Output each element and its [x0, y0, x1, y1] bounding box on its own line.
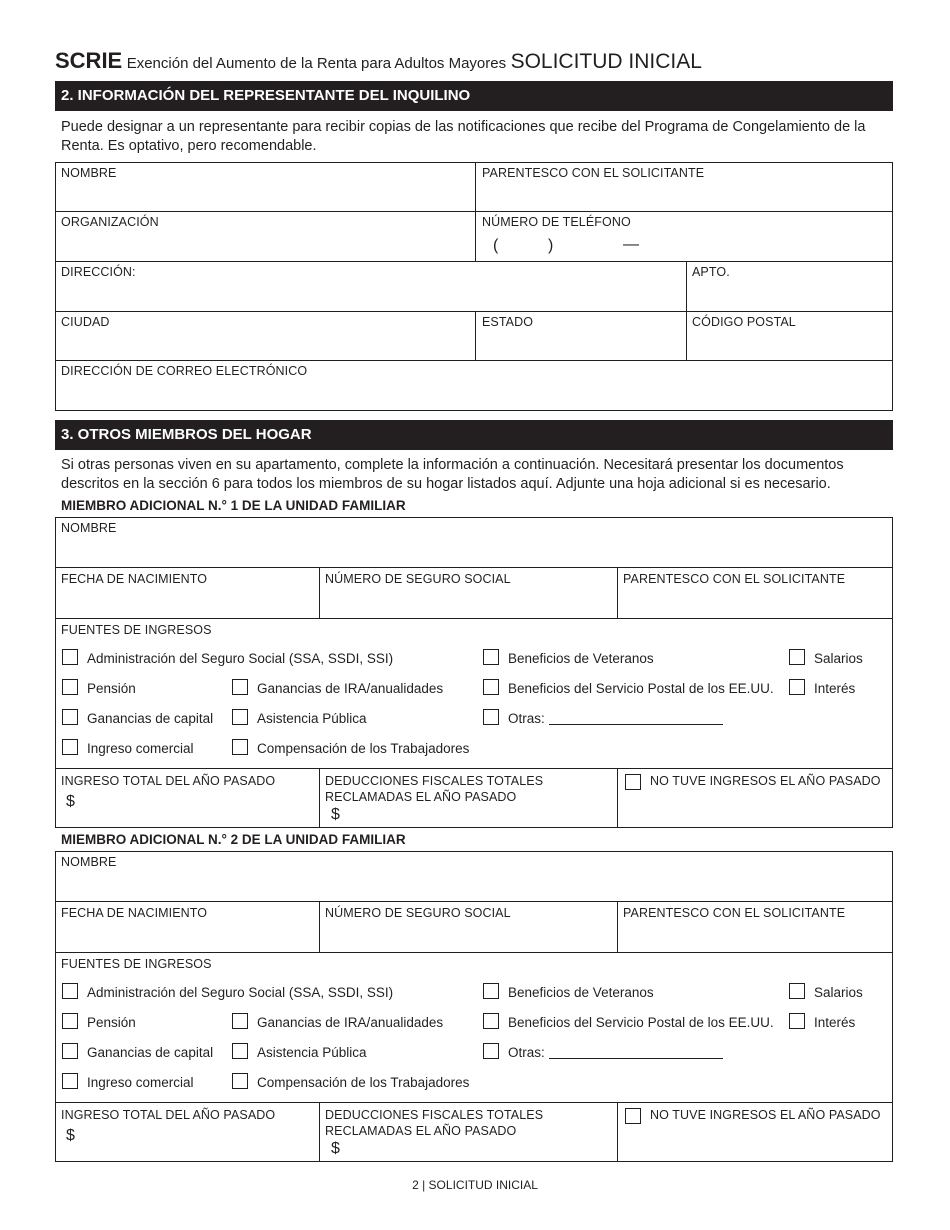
member-2-ssa-checkbox[interactable] — [62, 983, 78, 999]
section-2-intro: Puede designar a un representante para recibir copias de las notificaciones que recibe del Programa de Congelamiento de la Renta. Es optativo, pero recomendable. — [61, 119, 866, 154]
rep-apt-field[interactable]: APTO. — [692, 265, 730, 279]
member-2-ira-label: Ganancias de IRA/anualidades — [257, 1015, 444, 1030]
phone-close-paren: ) — [548, 237, 554, 254]
member-2-deductions-field[interactable]: DEDUCCIONES FISCALES TOTALES — [325, 1108, 544, 1122]
member-1-deductions-currency: $ — [331, 806, 340, 823]
member-1-postal-label: Beneficios del Servicio Postal de los EE.UU. — [508, 681, 774, 696]
rep-address-field[interactable]: DIRECCIÓN: — [61, 265, 136, 279]
member-2-other-checkbox[interactable] — [483, 1043, 499, 1059]
member-2-capital-label: Ganancias de capital — [87, 1045, 214, 1060]
member-1-total-income-field[interactable]: INGRESO TOTAL DEL AÑO PASADO — [61, 774, 276, 788]
member-1-workers-comp-label: Compensación de los Trabajadores — [257, 741, 470, 756]
member-1-wages-label: Salarios — [814, 651, 863, 666]
member-2-capital-checkbox[interactable] — [62, 1043, 78, 1059]
member-1-capital-label: Ganancias de capital — [87, 711, 214, 726]
member-2-business-checkbox[interactable] — [62, 1073, 78, 1089]
member-1-ira-label: Ganancias de IRA/anualidades — [257, 681, 444, 696]
member-2-birthdate-field[interactable]: FECHA DE NACIMIENTO — [61, 906, 208, 920]
member-2-deductions-currency: $ — [331, 1140, 340, 1157]
member-1-no-income-checkbox[interactable] — [625, 774, 641, 790]
member-2-wages-label: Salarios — [814, 985, 863, 1000]
page-footer: 2 | SOLICITUD INICIAL — [412, 1178, 538, 1192]
member-1-other-label: Otras: — [508, 711, 545, 726]
member-2-total-income-currency: $ — [66, 1127, 75, 1144]
member-2-business-label: Ingreso comercial — [87, 1075, 194, 1090]
member-1-veterans-label: Beneficios de Veteranos — [508, 651, 654, 666]
member-2-other-input[interactable] — [549, 1058, 723, 1059]
member-2-postal-checkbox[interactable] — [483, 1013, 499, 1029]
member-2-title: MIEMBRO ADICIONAL N.° 2 DE LA UNIDAD FAMILIAR — [61, 832, 406, 847]
member-2-interest-checkbox[interactable] — [789, 1013, 805, 1029]
member-1-deductions-field[interactable]: DEDUCCIONES FISCALES TOTALES — [325, 774, 544, 788]
member-1-business-label: Ingreso comercial — [87, 741, 194, 756]
rep-name-field[interactable]: NOMBRE — [61, 166, 117, 180]
section-3-header: 3. OTROS MIEMBROS DEL HOGAR — [55, 420, 893, 450]
member-1-public-assistance-checkbox[interactable] — [232, 709, 248, 725]
member-2-total-income-field[interactable]: INGRESO TOTAL DEL AÑO PASADO — [61, 1108, 276, 1122]
rep-phone-field[interactable]: NÚMERO DE TELÉFONO — [482, 215, 631, 229]
member-1-business-checkbox[interactable] — [62, 739, 78, 755]
member-1-name-field[interactable]: NOMBRE — [61, 521, 117, 535]
member-2-deductions-field-line2: RECLAMADAS EL AÑO PASADO — [325, 1124, 517, 1138]
member-2-ira-checkbox[interactable] — [232, 1013, 248, 1029]
member-1-ssn-field[interactable]: NÚMERO DE SEGURO SOCIAL — [325, 572, 511, 586]
member-1-ssa-label: Administración del Seguro Social (SSA, SSDI, SSI) — [87, 651, 394, 666]
member-2-veterans-label: Beneficios de Veteranos — [508, 985, 654, 1000]
member-2-public-assistance-label: Asistencia Pública — [257, 1045, 367, 1060]
form-code: SCRIE — [55, 48, 123, 73]
member-1-deductions-field-line2: RECLAMADAS EL AÑO PASADO — [325, 790, 517, 804]
section-3-intro: Si otras personas viven en su apartamento, complete la información a continuación. Necesitará presentar los documentos descritos en la sección 6 para todos los miembros de su hogar listados aquí. Adjunte una hoja adicional si es necesario. — [61, 457, 844, 492]
member-2-pension-checkbox[interactable] — [62, 1013, 78, 1029]
phone-dash: — — [623, 236, 639, 253]
member-1-relationship-field[interactable]: PARENTESCO CON EL SOLICITANTE — [623, 572, 846, 586]
member-1-other-checkbox[interactable] — [483, 709, 499, 725]
form-type: SOLICITUD INICIAL — [510, 50, 702, 73]
member-1-income-sources-label: FUENTES DE INGRESOS — [61, 623, 212, 637]
member-1-veterans-checkbox[interactable] — [483, 649, 499, 665]
member-2-no-income-checkbox[interactable] — [625, 1108, 641, 1124]
form-subtitle: Exención del Aumento de la Renta para Adultos Mayores — [126, 55, 507, 72]
member-2-public-assistance-checkbox[interactable] — [232, 1043, 248, 1059]
member-1-ssa-checkbox[interactable] — [62, 649, 78, 665]
member-2-workers-comp-label: Compensación de los Trabajadores — [257, 1075, 470, 1090]
member-2-veterans-checkbox[interactable] — [483, 983, 499, 999]
member-1-wages-checkbox[interactable] — [789, 649, 805, 665]
rep-email-field[interactable]: DIRECCIÓN DE CORREO ELECTRÓNICO — [61, 364, 308, 378]
member-2-interest-label: Interés — [814, 1015, 856, 1030]
member-1-capital-checkbox[interactable] — [62, 709, 78, 725]
member-1-pension-label: Pensión — [87, 681, 136, 696]
member-1-no-income-label: NO TUVE INGRESOS EL AÑO PASADO — [650, 774, 881, 788]
member-1-postal-checkbox[interactable] — [483, 679, 499, 695]
page-title — [55, 48, 702, 74]
section-2-header: 2. INFORMACIÓN DEL REPRESENTANTE DEL INQUILINO — [55, 81, 893, 111]
member-2-ssn-field[interactable]: NÚMERO DE SEGURO SOCIAL — [325, 906, 511, 920]
rep-city-field[interactable]: CIUDAD — [61, 315, 110, 329]
member-2-income-sources-label: FUENTES DE INGRESOS — [61, 957, 212, 971]
member-1-workers-comp-checkbox[interactable] — [232, 739, 248, 755]
member-1-pension-checkbox[interactable] — [62, 679, 78, 695]
rep-organization-field[interactable]: ORGANIZACIÓN — [61, 215, 159, 229]
member-1-title: MIEMBRO ADICIONAL N.° 1 DE LA UNIDAD FAMILIAR — [61, 498, 406, 513]
rep-relationship-field[interactable]: PARENTESCO CON EL SOLICITANTE — [482, 166, 705, 180]
member-1-interest-checkbox[interactable] — [789, 679, 805, 695]
member-2-name-field[interactable]: NOMBRE — [61, 855, 117, 869]
member-1-total-income-currency: $ — [66, 793, 75, 810]
phone-open-paren: ( — [493, 237, 499, 254]
member-1-public-assistance-label: Asistencia Pública — [257, 711, 367, 726]
member-2-other-label: Otras: — [508, 1045, 545, 1060]
member-2-pension-label: Pensión — [87, 1015, 136, 1030]
member-1-other-input[interactable] — [549, 724, 723, 725]
member-2-postal-label: Beneficios del Servicio Postal de los EE.UU. — [508, 1015, 774, 1030]
member-2-ssa-label: Administración del Seguro Social (SSA, SSDI, SSI) — [87, 985, 394, 1000]
member-2-no-income-label: NO TUVE INGRESOS EL AÑO PASADO — [650, 1108, 881, 1122]
member-2-workers-comp-checkbox[interactable] — [232, 1073, 248, 1089]
member-1-interest-label: Interés — [814, 681, 856, 696]
member-2-relationship-field[interactable]: PARENTESCO CON EL SOLICITANTE — [623, 906, 846, 920]
rep-zip-field[interactable]: CÓDIGO POSTAL — [692, 315, 796, 329]
member-1-ira-checkbox[interactable] — [232, 679, 248, 695]
rep-state-field[interactable]: ESTADO — [482, 315, 534, 329]
member-2-wages-checkbox[interactable] — [789, 983, 805, 999]
member-1-birthdate-field[interactable]: FECHA DE NACIMIENTO — [61, 572, 208, 586]
